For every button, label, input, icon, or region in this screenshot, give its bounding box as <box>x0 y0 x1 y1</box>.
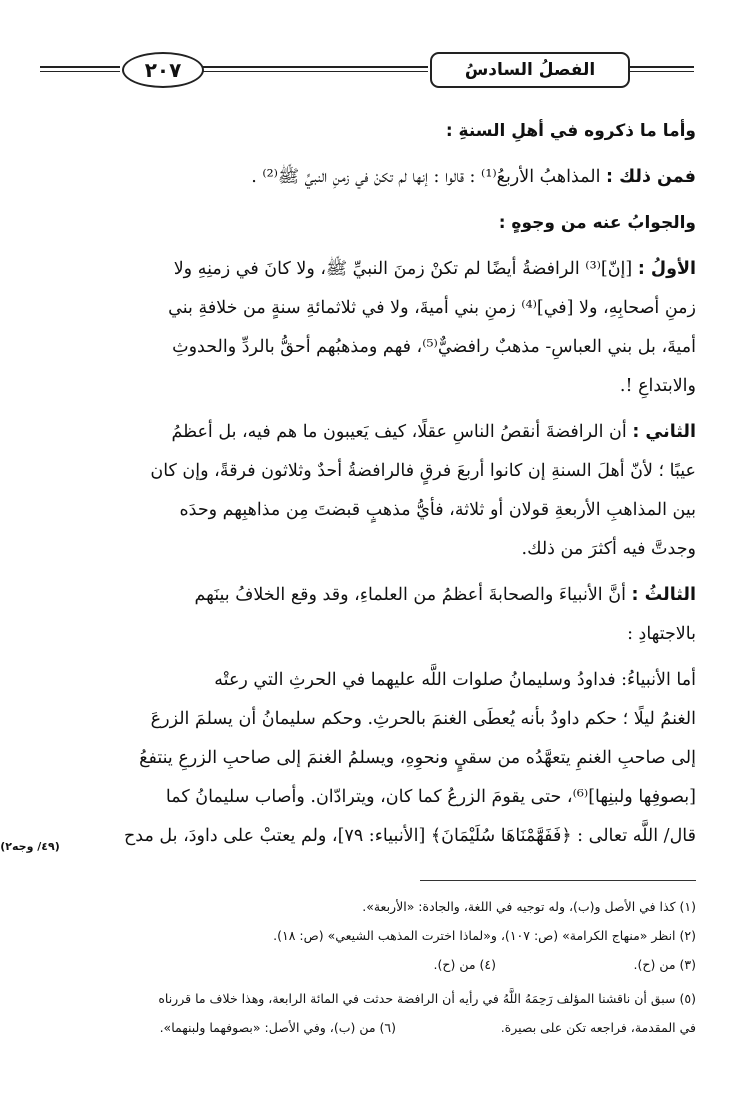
footnotes-5-6 <box>44 1013 696 1042</box>
text-line: بالاجتهادِ : <box>627 624 696 644</box>
text-line: الثالثُ : أنَّ الأنبياءَ والصحابةَ أعظمُ من العلماءِ، وقد وقع الخلافُ بينَهم <box>194 585 696 605</box>
footnotes-3-4 <box>44 950 696 979</box>
text-line: بين المذاهبِ الأربعةِ قولان أو ثلاثة، فأيُّ مذهبٍ قبضتَ مِن مذاهبِهم وحدَه <box>179 500 696 520</box>
footnote-5: (٥) سبق أن ناقشنا المؤلف رَحِمَهُ اللَّهُ في رأيه أن الرافضة حدثت في المائة الرابعة، وهذا خلاف ما قررناه <box>158 991 696 1006</box>
footnote-2: (٢) انظر «منهاج الكرامة» (ص: ١٠٧)، و«لماذا اخترت المذهب الشيعي» (ص: ١٨). <box>273 928 696 943</box>
footnote-6: (٦) من (ب)، وفي الأصل: «بصوفهما ولبنهما». <box>159 1020 396 1035</box>
text-line: الثاني : أن الرافضةَ أنقصُ الناسِ عقلًا، كيف يَعيبون ما هم فيه، بل أعظمُ <box>171 422 696 442</box>
lead-word: فمن ذلك : <box>606 167 696 187</box>
lead-word: الأولُ : <box>637 259 696 279</box>
text-line: إلى صاحبِ الغنمِ يتعهَّدُه من سقيٍ ونحوِهِ، ويسلمُ الغنمَ إلى صاحبِ الزرعِ ينتفعُ <box>139 748 696 768</box>
text-line: الأولُ : [إنّ]⁽³⁾ الرافضةُ أيضًا لم تكنْ زمنَ النبيِّ ﷺ، ولا كانَ في زمنِهِ ولا <box>173 259 696 279</box>
text-line: الغنمُ ليلًا ؛ حكم داودُ بأنه يُعطَى الغنمَ بالحرثِ. وحكم سليمانُ أن يسلمَ الزرعَ <box>150 709 696 729</box>
lead-word: الثالثُ : <box>631 585 696 605</box>
header-rule-left <box>40 66 120 72</box>
text-line: [بصوفِها ولبنِها]⁽⁶⁾، حتى يقومَ الزرعُ كما كان، ويترادّان. وأصاب سليمانُ كما <box>165 787 696 807</box>
footnote-5-continued: في المقدمة، فراجعه تكن على بصيرة. <box>500 1020 696 1035</box>
text-line: والابتداعِ !. <box>619 376 696 396</box>
text-line: قال/ اللَّه تعالى : ﴿فَفَهَّمْنَاهَا سُلَيْمَانَ﴾ [الأنبياء: ٧٩]، ولم يعتبْ على داودَ، بل مدح <box>124 826 696 846</box>
section-heading: وأما ما ذكروه في أهلِ السنةِ : <box>445 121 696 141</box>
text-line: أميةَ، بل بني العباسِ- مذهبٌ رافضيٌّ⁽⁵⁾، فهم ومذهبُهم أحقُّ بالردِّ والحدوثِ <box>172 337 696 357</box>
text-line: فمن ذلك : المذاهبُ الأربعُ⁽¹⁾ : قالوا : إنها لم تكنْ في زمنِ النبيِّ ﷺ⁽²⁾ . <box>251 167 696 187</box>
section-heading: والجوابُ عنه من وجوهٍ : <box>498 213 696 233</box>
footnote-3: (٣) من (ح). <box>633 957 696 972</box>
chapter-title: الفصلُ السادسُ <box>430 52 630 88</box>
text-line: زمنِ أصحابِهِ، ولا [في]⁽⁴⁾ زمنِ بني أميةَ، ولا في ثلاثمائةِ سنةٍ من خلافةِ بني <box>168 298 696 318</box>
footnote-1: (١) كذا في الأصل و(ب)، وله توجيه في اللغة، والجادة: «الأربعة». <box>362 899 696 914</box>
header-rule-right <box>628 66 694 72</box>
manuscript-folio-note: (٤٩/ وجه٢) <box>0 840 60 853</box>
text-line: عيبًا ؛ لأنّ أهلَ السنةِ إن كانوا أربعَ فرقٍ فالرافضةُ أحدٌ وثلاثون فرقةً، وإن كان <box>150 461 696 481</box>
text-line: أما الأنبياءُ: فداودُ وسليمانُ صلوات اللَّه عليهما في الحرثِ التي رعتْه <box>214 670 696 690</box>
footnote-separator <box>420 880 696 881</box>
text-line: وجدتَّ فيه أكثرَ من ذلك. <box>521 539 696 559</box>
lead-word: الثاني : <box>632 422 696 442</box>
header-rule-middle <box>202 66 428 72</box>
footnote-4: (٤) من (ح). <box>433 957 496 972</box>
page-number: ٢٠٧ <box>122 52 204 88</box>
